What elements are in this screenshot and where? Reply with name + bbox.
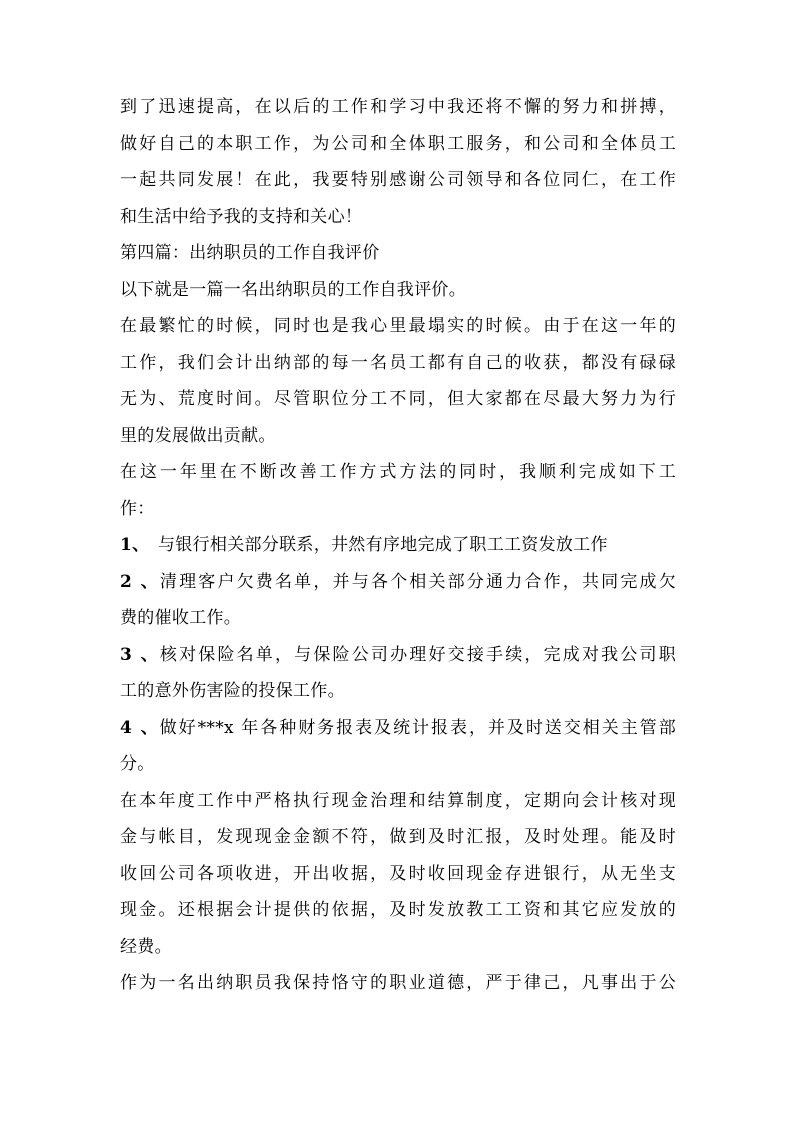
text-line: 第四篇：出纳职员的工作自我评价 xyxy=(120,243,380,263)
list-item-text: 清理客户欠费名单，并与各个相关部分通力合作，共同完成欠 xyxy=(158,571,676,592)
text-line: 一起共同发展！在此，我要特别感谢公司领导和各位同仁，在工作 xyxy=(120,170,676,190)
text-line: 费的催收工作。 xyxy=(120,608,242,628)
list-item-number: 1、 xyxy=(120,535,150,555)
text-line: 在本年度工作中严格执行现金治理和结算制度，定期向会计核对现 xyxy=(120,790,676,811)
text-line xyxy=(120,637,676,674)
text-line: 工的意外伤害险的投保工作。 xyxy=(120,681,345,701)
text-line xyxy=(120,527,676,564)
text-line xyxy=(120,710,676,747)
list-item-text: 做好***x 年各种财务报表及统计报表，并及时送交相关主管部 xyxy=(158,717,676,738)
document-body xyxy=(120,89,676,1002)
text-line: 在最繁忙的时候，同时也是我心里最塌实的时候。由于在这一年的 xyxy=(120,316,676,336)
list-item-number: 3、 xyxy=(120,644,158,665)
text-line: 收回公司各项收进，开出收据，及时收回现金存进银行，从无坐支 xyxy=(120,863,676,884)
text-line: 在这一年里在不断改善工作方式方法的同时，我顺利完成如下工 xyxy=(120,462,676,482)
list-item-text: 与银行相关部分联系，井然有序地完成了职工工资发放工作 xyxy=(158,535,608,555)
text-line: 和生活中给予我的支持和关心！ xyxy=(120,206,363,227)
text-line: 到了迅速提高，在以后的工作和学习中我还将不懈的努力和拼搏， xyxy=(120,97,676,117)
text-line xyxy=(120,564,676,601)
text-line: 无为、荒度时间。尽管职位分工不同，但大家都在尽最大努力为行 xyxy=(120,389,676,409)
text-line: 以下就是一篇一名出纳职员的工作自我评价。 xyxy=(120,279,466,300)
text-line: 现金。还根据会计提供的依据，及时发放教工工资和其它应发放的 xyxy=(120,900,676,920)
list-item-number: 2、 xyxy=(120,571,158,592)
text-line: 里的发展做出贡献。 xyxy=(120,425,276,446)
list-item-number: 4、 xyxy=(120,717,158,738)
list-item-text: 核对保险名单，与保险公司办理好交接手续，完成对我公司职 xyxy=(158,644,676,665)
text-line: 作： xyxy=(120,498,155,519)
text-line: 经费。 xyxy=(120,936,172,957)
text-line: 做好自己的本职工作，为公司和全体职工服务，和公司和全体员工 xyxy=(120,133,676,154)
text-line: 作为一名出纳职员我保持恪守的职业道德，严于律己，凡事出于公 xyxy=(120,973,676,993)
text-line: 分。 xyxy=(120,754,155,774)
text-line: 工作，我们会计出纳部的每一名员工都有自己的收获，都没有碌碌 xyxy=(120,352,676,373)
text-line: 金与帐目，发现现金金额不符，做到及时汇报，及时处理。能及时 xyxy=(120,827,676,847)
